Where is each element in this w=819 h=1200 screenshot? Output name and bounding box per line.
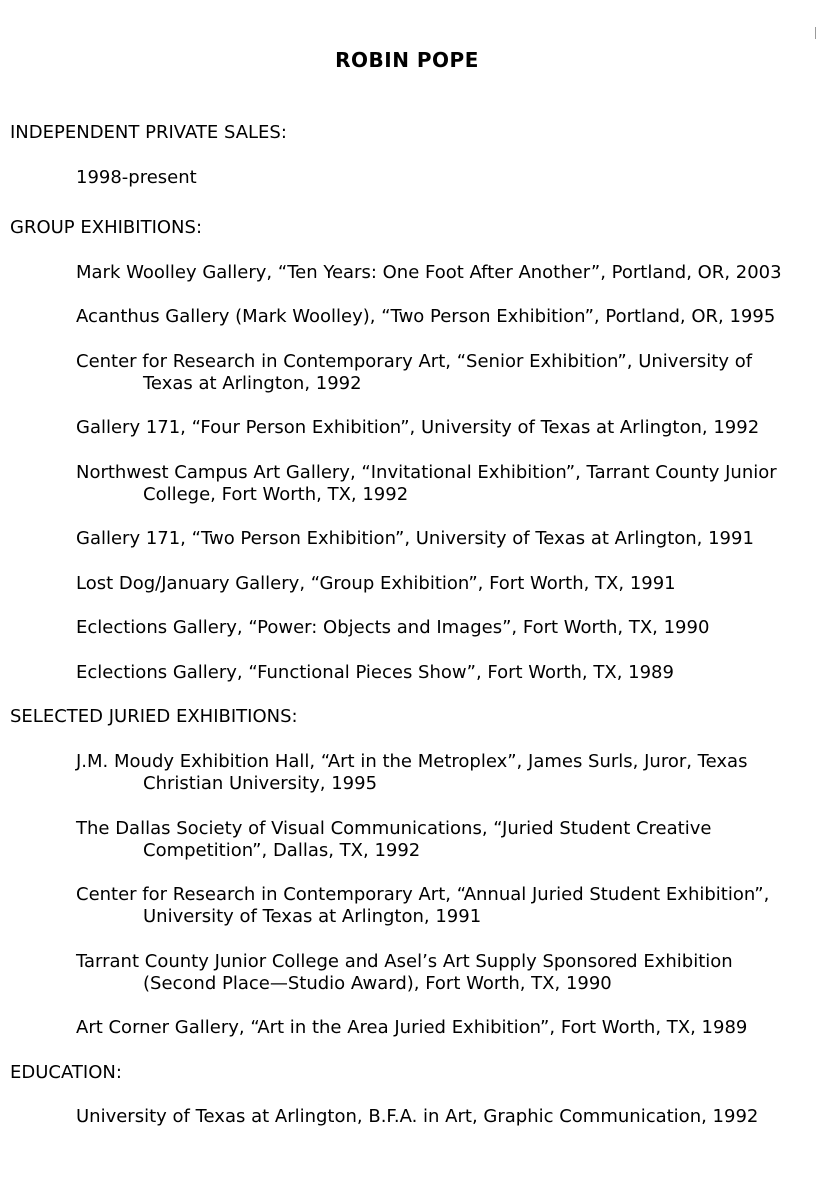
juried-exhibition-entry — [76, 951, 816, 995]
heading-education: EDUCATION: — [10, 1062, 122, 1083]
entry-line-continued: Texas at Arlington, 1992 — [143, 373, 362, 394]
entry-line: Tarrant County Junior College and Asel’s Art Supply Sponsored Exhibition — [76, 951, 733, 972]
entry-line: Northwest Campus Art Gallery, “Invitational Exhibition”, Tarrant County Junior — [76, 462, 777, 483]
private-sales-entry — [76, 167, 816, 189]
group-exhibition-entry — [76, 417, 816, 439]
entry-line: 1998-present — [76, 167, 197, 188]
group-exhibition-entry — [76, 528, 816, 550]
juried-exhibition-entry — [76, 818, 816, 862]
group-exhibition-entry — [76, 617, 816, 639]
entry-line: Lost Dog/January Gallery, “Group Exhibition”, Fort Worth, TX, 1991 — [76, 573, 676, 594]
group-exhibition-entry — [76, 262, 816, 284]
entry-line-continued: Competition”, Dallas, TX, 1992 — [143, 840, 421, 861]
juried-exhibition-entry — [76, 1017, 816, 1039]
entry-line-continued: (Second Place—Studio Award), Fort Worth, TX, 1990 — [143, 973, 612, 994]
entry-line: Gallery 171, “Four Person Exhibition”, University of Texas at Arlington, 1992 — [76, 417, 760, 438]
entry-line: Gallery 171, “Two Person Exhibition”, University of Texas at Arlington, 1991 — [76, 528, 754, 549]
text-cursor-mark — [815, 27, 816, 39]
entry-line-continued: College, Fort Worth, TX, 1992 — [143, 484, 409, 505]
heading-private-sales: INDEPENDENT PRIVATE SALES: — [10, 122, 287, 143]
group-exhibition-entry — [76, 351, 816, 395]
heading-group-exhibitions: GROUP EXHIBITIONS: — [10, 217, 203, 238]
entry-line-continued: Christian University, 1995 — [143, 773, 378, 794]
entry-line: Eclections Gallery, “Functional Pieces Show”, Fort Worth, TX, 1989 — [76, 662, 674, 683]
entry-line: The Dallas Society of Visual Communications, “Juried Student Creative — [76, 818, 712, 839]
group-exhibition-entry — [76, 662, 816, 684]
entry-line: Mark Woolley Gallery, “Ten Years: One Foot After Another”, Portland, OR, 2003 — [76, 262, 782, 283]
group-exhibition-entry — [76, 462, 816, 506]
document-title: ROBIN POPE — [335, 48, 479, 72]
group-exhibition-entry — [76, 306, 816, 328]
heading-juried-exhibitions: SELECTED JURIED EXHIBITIONS: — [10, 706, 298, 727]
group-exhibition-entry — [76, 573, 816, 595]
entry-line: J.M. Moudy Exhibition Hall, “Art in the Metroplex”, James Surls, Juror, Texas — [76, 751, 748, 772]
entry-line: Eclections Gallery, “Power: Objects and Images”, Fort Worth, TX, 1990 — [76, 617, 710, 638]
juried-exhibition-entry — [76, 751, 816, 795]
education-entry — [76, 1106, 816, 1128]
entry-line: University of Texas at Arlington, B.F.A. in Art, Graphic Communication, 1992 — [76, 1106, 759, 1127]
entry-line: Art Corner Gallery, “Art in the Area Juried Exhibition”, Fort Worth, TX, 1989 — [76, 1017, 748, 1038]
entry-line: Acanthus Gallery (Mark Woolley), “Two Person Exhibition”, Portland, OR, 1995 — [76, 306, 776, 327]
entry-line: Center for Research in Contemporary Art, “Annual Juried Student Exhibition”, — [76, 884, 770, 905]
entry-line: Center for Research in Contemporary Art, “Senior Exhibition”, University of — [76, 351, 753, 372]
juried-exhibition-entry — [76, 884, 816, 928]
entry-line-continued: University of Texas at Arlington, 1991 — [143, 906, 482, 927]
